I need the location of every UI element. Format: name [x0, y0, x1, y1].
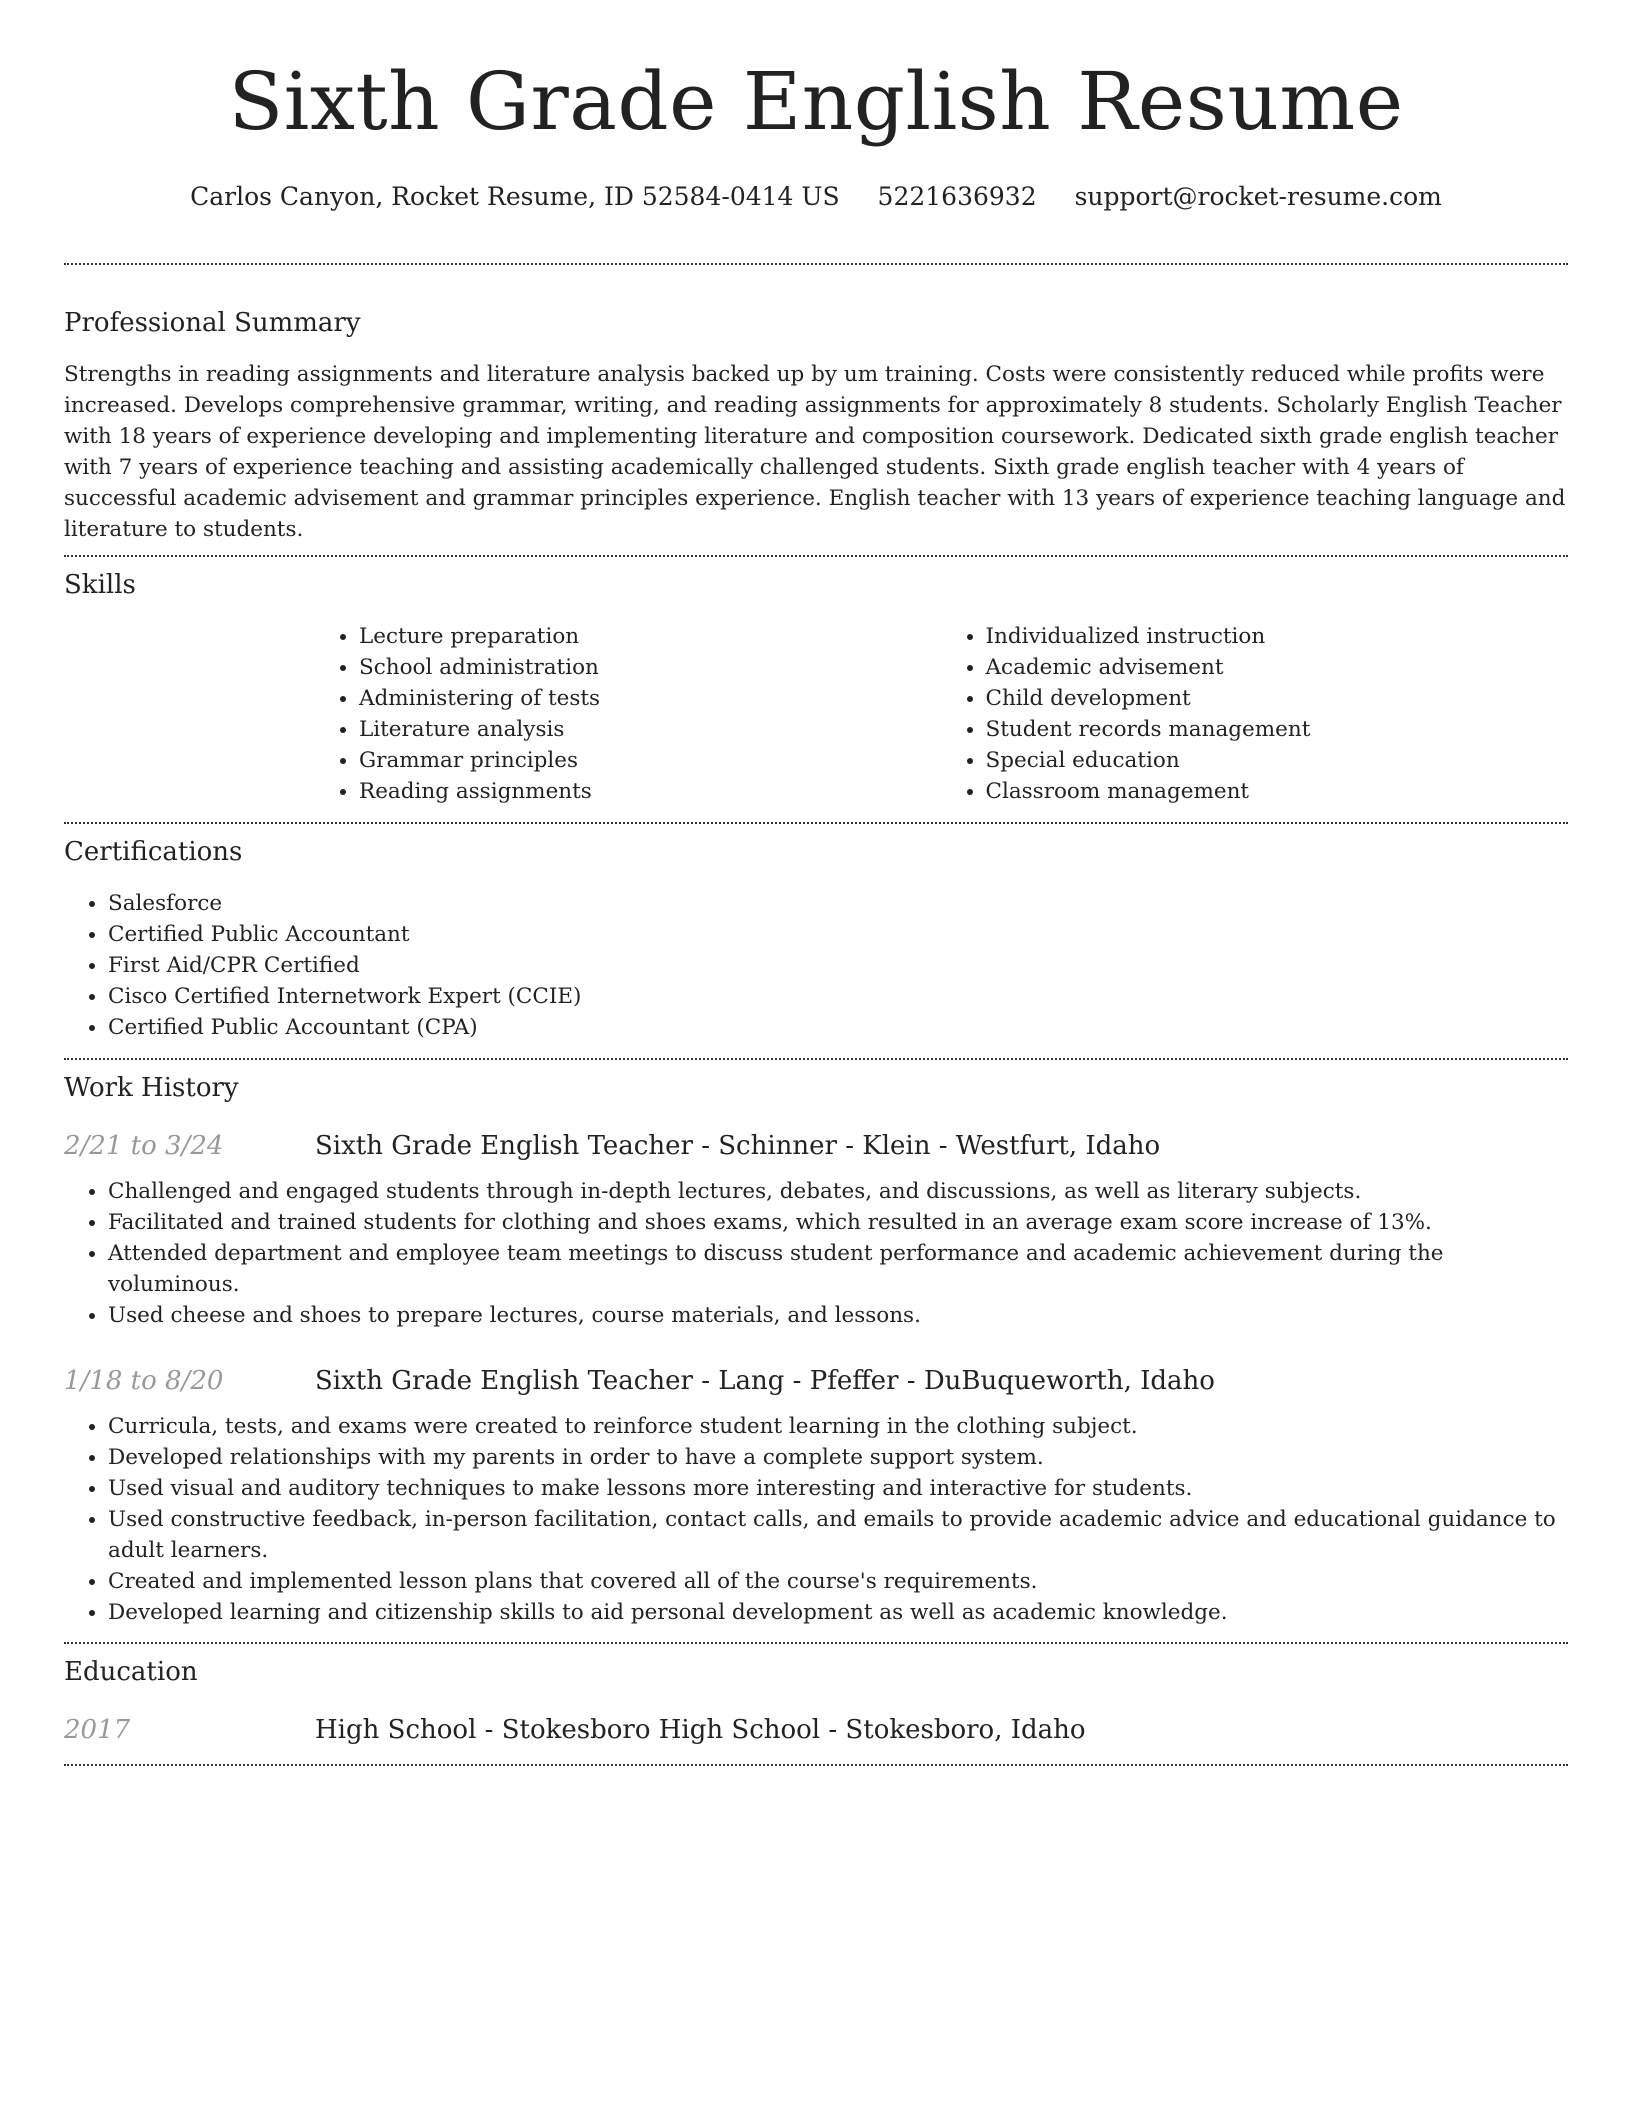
contact-address: Carlos Canyon, Rocket Resume, ID 52584-0414 US	[190, 182, 840, 211]
skills-list-right	[942, 621, 1569, 807]
job-date: 1/18 to 8/20	[64, 1366, 224, 1396]
skill-item: • Reading assignments	[359, 776, 942, 807]
section-title-certifications: Certifications	[64, 837, 243, 867]
job-entry	[64, 1363, 1568, 1628]
skill-item: • Academic advisement	[986, 652, 1569, 683]
education-section	[64, 1654, 1568, 1748]
certification-item: • Certified Public Accountant	[108, 919, 1568, 950]
certification-item: • First Aid/CPR Certified	[108, 950, 1568, 981]
job-entry	[64, 1128, 1568, 1331]
divider	[64, 263, 1568, 265]
skill-item: • Individualized instruction	[986, 621, 1569, 652]
skill-item: • Child development	[986, 683, 1569, 714]
education-entry	[64, 1712, 1568, 1748]
contact-line	[64, 180, 1568, 214]
summary-section	[64, 305, 1568, 545]
job-bullet: • Curricula, tests, and exams were created to reinforce student learning in the clothing subject.	[108, 1411, 1568, 1442]
job-bullet: • Used constructive feedback, in-person facilitation, contact calls, and emails to provide academic advice and educational guidance to adult learners.	[108, 1504, 1568, 1566]
job-bullets	[64, 1176, 1568, 1331]
summary-text: Strengths in reading assignments and literature analysis backed up by um training. Costs were consistently reduced while profits were increased. Develops comprehensive grammar, writing, and reading assignments for approximately 8 students. Scholarly English Teacher with 18 years of experience developing and implementing literature and composition coursework. Dedicated sixth grade english teacher with 7 years of experience teaching and assisting academically challenged students. Sixth grade english teacher with 4 years of successful academic advisement and grammar principles experience. English teacher with 13 years of experience teaching language and literature to students.	[64, 362, 1566, 542]
divider	[64, 1764, 1568, 1766]
job-bullet: • Used visual and auditory techniques to make lessons more interesting and interactive for students.	[108, 1473, 1568, 1504]
certification-item: • Cisco Certified Internetwork Expert (CCIE)	[108, 981, 1568, 1012]
skills-list-left	[315, 621, 942, 807]
certification-item: • Salesforce	[108, 888, 1568, 919]
skill-item: • Administering of tests	[359, 683, 942, 714]
divider	[64, 555, 1568, 557]
section-title-summary: Professional Summary	[64, 308, 361, 338]
skill-item: • Lecture preparation	[359, 621, 942, 652]
skill-item: • School administration	[359, 652, 942, 683]
job-bullet: • Facilitated and trained students for clothing and shoes exams, which resulted in an average exam score increase of 13%.	[108, 1207, 1568, 1238]
section-title-work-history: Work History	[64, 1073, 239, 1103]
certifications-list	[64, 888, 1568, 1043]
job-date: 2/21 to 3/24	[64, 1131, 224, 1161]
job-bullet: • Developed learning and citizenship skills to aid personal development as well as academic knowledge.	[108, 1597, 1568, 1628]
divider	[64, 822, 1568, 824]
section-title-education: Education	[64, 1657, 198, 1687]
education-date: 2017	[64, 1715, 131, 1745]
skill-item: • Grammar principles	[359, 745, 942, 776]
resume-page	[64, 0, 1568, 1766]
job-bullet: • Developed relationships with my parents in order to have a complete support system.	[108, 1442, 1568, 1473]
job-bullet: • Used cheese and shoes to prepare lectures, course materials, and lessons.	[108, 1300, 1568, 1331]
job-bullet: • Challenged and engaged students through in-depth lectures, debates, and discussions, as well as literary subjects.	[108, 1176, 1568, 1207]
section-title-skills: Skills	[64, 570, 136, 600]
skills-section	[64, 567, 1568, 807]
certification-item: • Certified Public Accountant (CPA)	[108, 1012, 1568, 1043]
skill-item: • Literature analysis	[359, 714, 942, 745]
job-bullets	[64, 1411, 1568, 1628]
divider	[64, 1642, 1568, 1644]
contact-email: support@rocket-resume.com	[1074, 182, 1442, 211]
work-history-section	[64, 1070, 1568, 1628]
divider	[64, 1058, 1568, 1060]
job-bullet: • Attended department and employee team meetings to discuss student performance and academic achievement during the voluminous.	[108, 1238, 1568, 1300]
skill-item: • Classroom management	[986, 776, 1569, 807]
resume-title: Sixth Grade English Resume	[228, 55, 1404, 148]
skill-item: • Special education	[986, 745, 1569, 776]
job-title: Sixth Grade English Teacher - Schinner - Klein - Westfurt, Idaho	[315, 1131, 1161, 1161]
skill-item: • Student records management	[986, 714, 1569, 745]
skills-columns	[315, 621, 1568, 807]
contact-phone: 5221636932	[877, 182, 1037, 211]
education-title: High School - Stokesboro High School - Stokesboro, Idaho	[315, 1715, 1086, 1745]
job-title: Sixth Grade English Teacher - Lang - Pfeffer - DuBuqueworth, Idaho	[315, 1366, 1215, 1396]
job-bullet: • Created and implemented lesson plans that covered all of the course's requirements.	[108, 1566, 1568, 1597]
certifications-section	[64, 834, 1568, 1043]
